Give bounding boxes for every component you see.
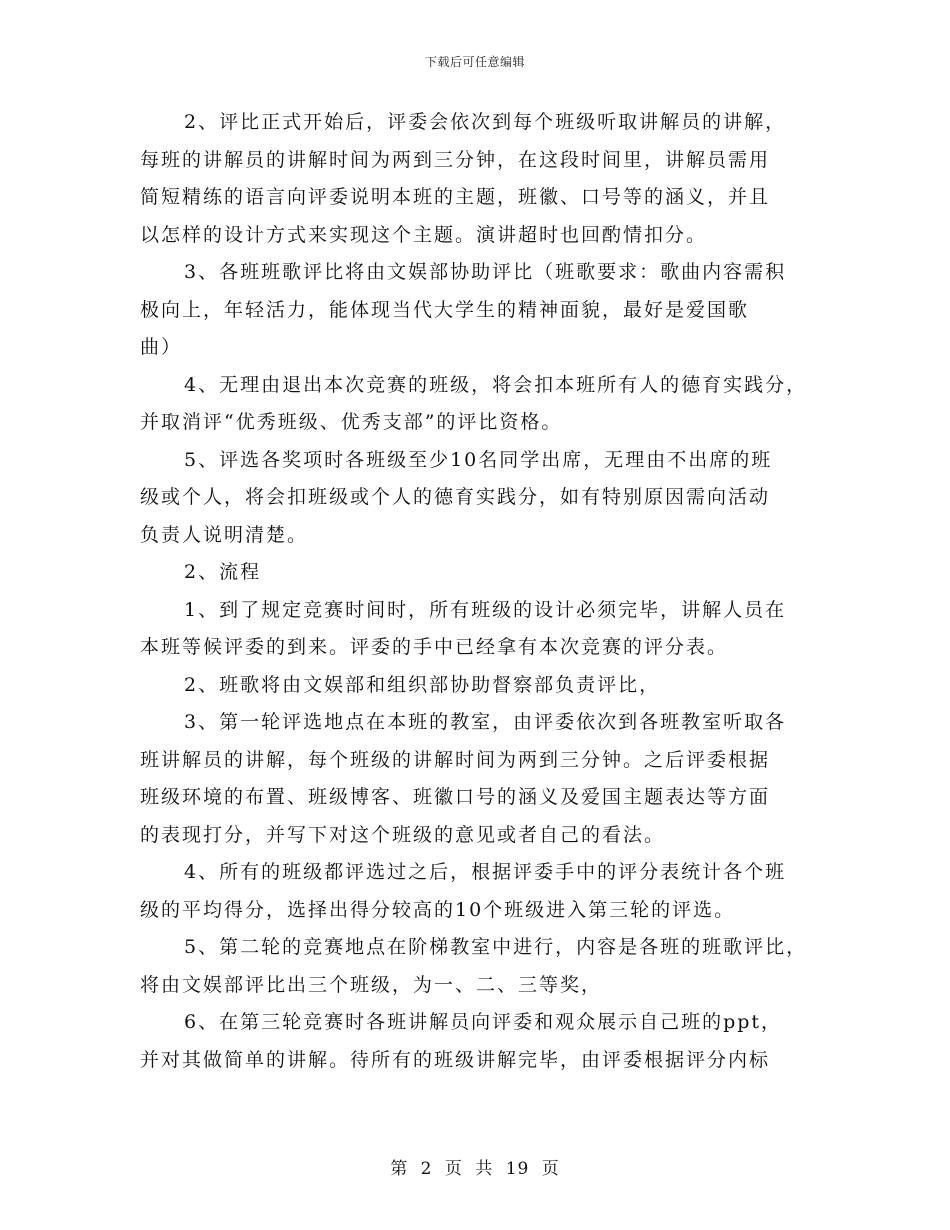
paragraph-line: 每班的讲解员的讲解时间为两到三分钟，在这段时间里，讲解员需用 [140, 148, 771, 171]
paragraph-line: 级的平均得分，选择出得分较高的10个班级进入第三轮的评选。 [140, 898, 736, 921]
paragraph-line: 并对其做简单的讲解。待所有的班级讲解完毕，由评委根据评分内标 [140, 1048, 771, 1071]
paragraph-line: 5、评选各奖项时各班级至少10名同学出席，无理由不出席的班 [184, 448, 773, 471]
section-heading: 2、流程 [184, 561, 262, 583]
paragraph-line: 班级环境的布置、班级博客、班徽口号的涵义及爱国主题表达等方面 [140, 786, 771, 808]
paragraph-line: 6、在第三轮竞赛时各班讲解员向评委和观众展示自己班的ppt， [184, 1011, 783, 1033]
paragraph-line: 2、评比正式开始后，评委会依次到每个班级听取讲解员的讲解， [184, 111, 787, 133]
paragraph-line: 3、各班班歌评比将由文娱部协助评比（班歌要求：歌曲内容需积 [184, 261, 787, 283]
paragraph-line: 并取消评“优秀班级、优秀支部”的评比资格。 [140, 411, 563, 433]
page-number-footer: 第 2 页 共 19 页 [390, 1159, 560, 1179]
paragraph-line: 5、第二轮的竞赛地点在阶梯教室中进行，内容是各班的班歌评比， [184, 936, 808, 958]
paragraph-line: 级或个人，将会扣班级或个人的德育实践分，如有特别原因需向活动 [140, 486, 771, 508]
paragraph-line: 简短精练的语言向评委说明本班的主题，班徽、口号等的涵义，并且 [140, 186, 771, 208]
paragraph-line: 的表现打分，并写下对这个班级的意见或者自己的看法。 [140, 823, 666, 846]
paragraph-line: 极向上，年轻活力，能体现当代大学生的精神面貌，最好是爱国歌 [140, 298, 750, 321]
document-body [140, 104, 840, 1079]
paragraph-line: 曲） [140, 336, 183, 358]
paragraph-line: 本班等候评委的到来。评委的手中已经拿有本次竞赛的评分表。 [140, 636, 729, 658]
paragraph-line: 4、无理由退出本次竞赛的班级，将会扣本班所有人的德育实践分， [184, 373, 808, 396]
header-note: 下载后可任意编辑 [424, 55, 525, 69]
paragraph-line: 负责人说明清楚。 [140, 523, 309, 546]
paragraph-line: 2、班歌将由文娱部和组织部协助督察部负责评比， [184, 673, 661, 696]
paragraph-line: 将由文娱部评比出三个班级，为一、二、三等奖， [140, 973, 603, 996]
paragraph-line: 1、到了规定竞赛时间时，所有班级的设计必须完毕，讲解人员在 [184, 598, 787, 621]
paragraph-line: 以怎样的设计方式来实现这个主题。演讲超时也回酌情扣分。 [140, 223, 708, 246]
paragraph-line: 3、第一轮评选地点在本班的教室，由评委依次到各班教室听取各 [184, 711, 787, 733]
paragraph-line: 班讲解员的讲解，每个班级的讲解时间为两到三分钟。之后评委根据 [140, 748, 771, 771]
paragraph-line: 4、所有的班级都评选过之后，根据评委手中的评分表统计各个班 [184, 861, 787, 883]
